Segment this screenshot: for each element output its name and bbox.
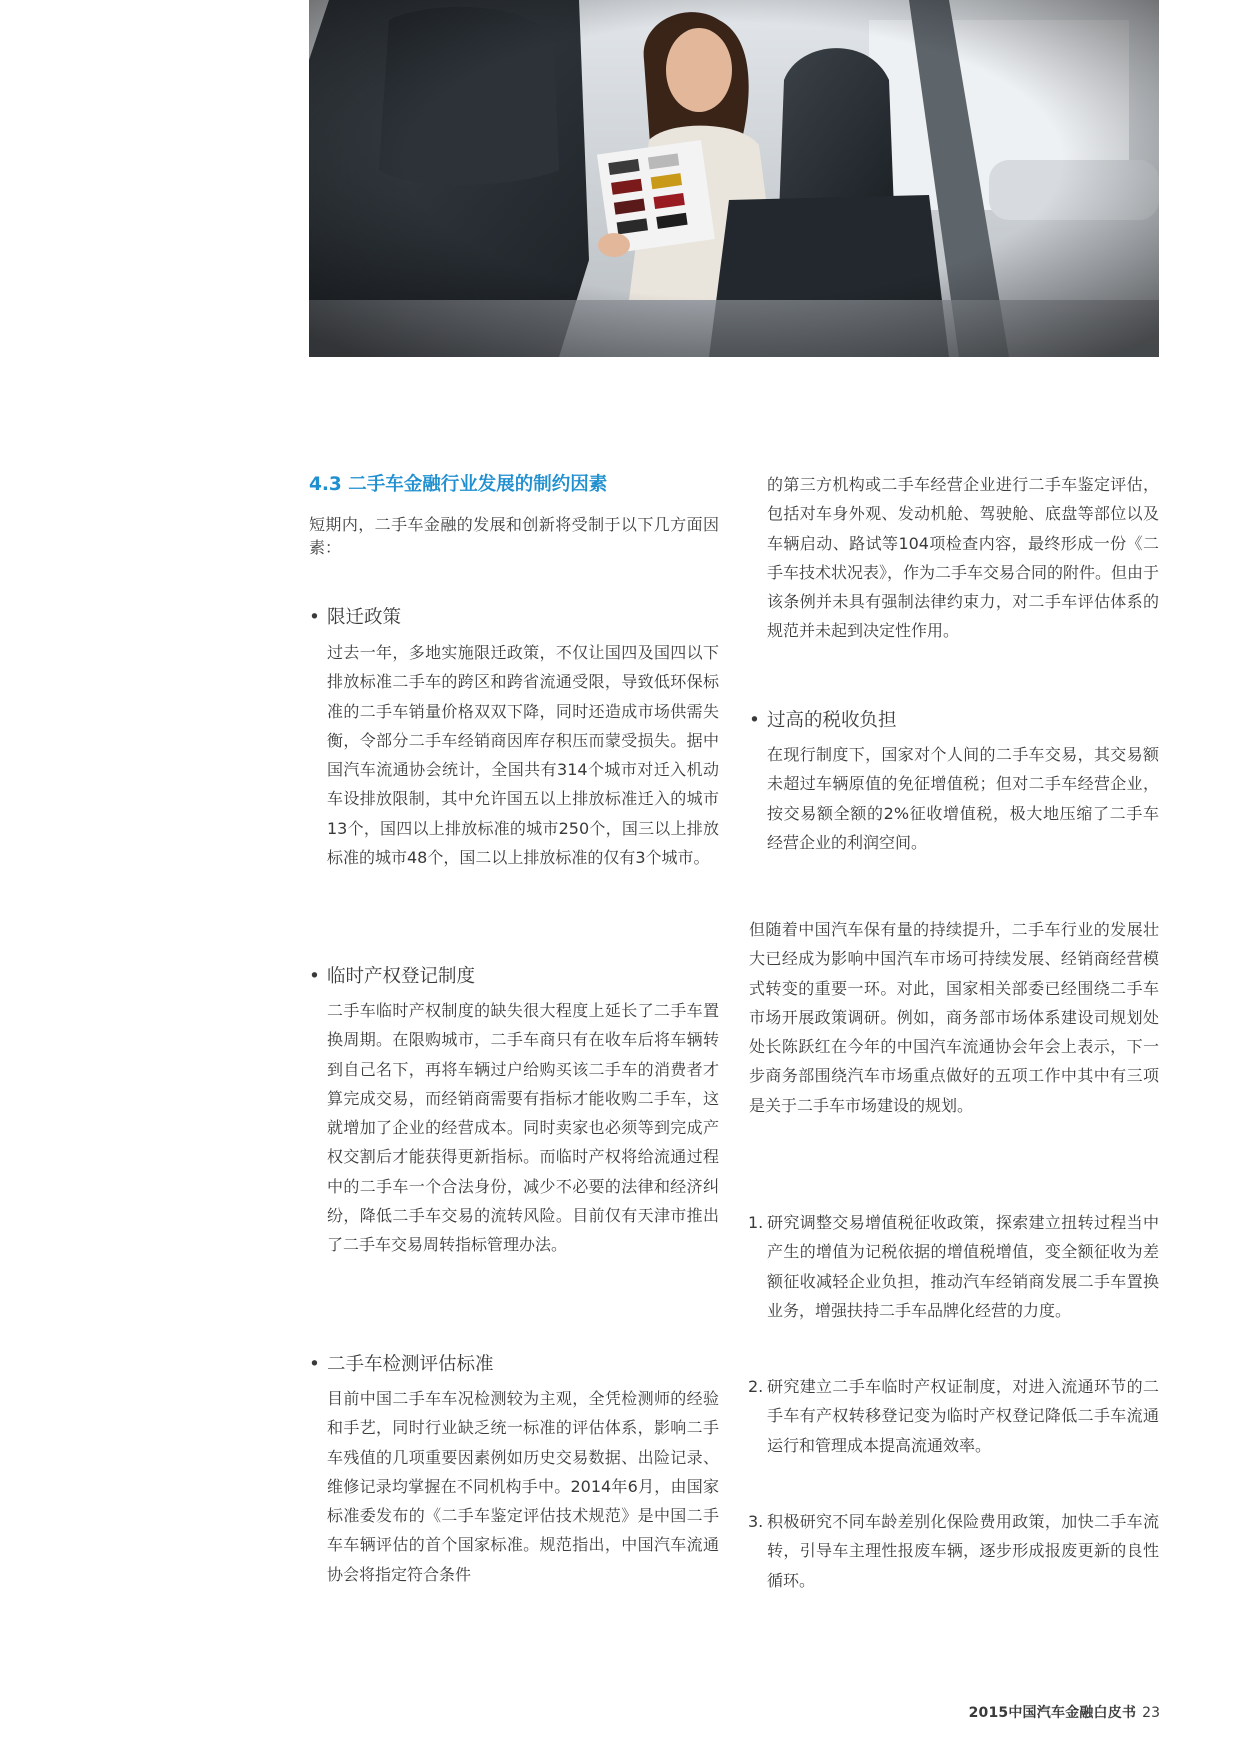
car-interior-illustration (309, 0, 1159, 357)
item-text: 研究建立二手车临时产权证制度，对进入流通环节的二手车有产权转移登记变为临时产权登记降低二手车流通运行和管理成本提高流通效率。 (767, 1377, 1159, 1455)
page-footer (969, 1702, 1160, 1722)
hero-photo (309, 0, 1159, 357)
bullet-dot: • (749, 710, 760, 731)
bullet-body-tax-burden: 在现行制度下，国家对个人间的二手车交易，其交易额未超过车辆原值的免征增值税；但对二手车经营企业，按交易额全额的2%征收增值税，极大地压缩了二手车经营企业的利润空间。 (767, 745, 1159, 852)
bullet-dot: • (309, 607, 320, 628)
evaluation-continuation: 的第三方机构或二手车经营企业进行二手车鉴定评估，包括对车身外观、发动机舱、驾驶舱、底盘等部位以及车辆启动、路试等104项检查内容，最终形成一份《二手车技术状况表》，作为二手车交易合同的附件。但由于该条例并未具有强制法律约束力，对二手车评估体系的规范并未起到决定性作用。 (767, 475, 1160, 641)
bullet-title-evaluation-standard: • 二手车检测评估标准 (309, 1354, 494, 1375)
intro-paragraph: 短期内，二手车金融的发展和创新将受制于以下几方面因素： (309, 515, 719, 557)
bullet-dot: • (309, 966, 320, 987)
item-number: 2. (748, 1377, 764, 1396)
bullet-title-temporary-title: • 临时产权登记制度 (309, 966, 476, 987)
page-number: 23 (1142, 1705, 1160, 1721)
bullet-body-temporary-title: 二手车临时产权制度的缺失很大程度上延长了二手车置换周期。在限购城市，二手车商只有在收车后将车辆转到自己名下，再将车辆过户给购买该二手车的消费者才算完成交易，而经销商需要有指标才能收购二手车，这就增加了企业的经营成本。同时卖家也必须等到完成产权交割后才能获得更新指标。而临时产权将给流通过程中的二手车一个合法身份，减少不必要的法律和经济纠纷，降低二手车交易的流转风险。目前仅有天津市推出了二手车交易周转指标管理办法。 (327, 1001, 719, 1255)
item-text: 研究调整交易增值税征收政策，探索建立扭转过程当中产生的增值为记税依据的增值税增值，变全额征收为差额征收减轻企业负担，推动汽车经销商发展二手车置换业务，增强扶持二手车品牌化经营的力度。 (767, 1213, 1159, 1320)
bullet-body-migration-policy: 过去一年，多地实施限迁政策，不仅让国四及国四以下排放标准二手车的跨区和跨省流通受限，导致低环保标准的二手车销量价格双双下降，同时还造成市场供需失衡，令部分二手车经销商因库存积压而蒙受损失。据中国汽车流通协会统计，全国共有314个城市对迁入机动车设排放限制，其中允许国五以上排放标准迁入的城市13个，国四以上排放标准的城市250个，国三以上排放标准的城市48个，国二以上排放标准的仅有3个城市。 (327, 643, 719, 868)
numbered-item-2 (748, 1372, 1159, 1460)
numbered-item-1 (748, 1208, 1159, 1325)
bullet-title-migration-policy: • 限迁政策 (309, 607, 402, 628)
numbered-item-3 (748, 1507, 1159, 1595)
item-number: 1. (748, 1213, 764, 1232)
section-heading: 4.3 二手车金融行业发展的制约因素 (309, 474, 608, 495)
summary-paragraph: 但随着中国汽车保有量的持续提升，二手车行业的发展壮大已经成为影响中国汽车市场可持续发展、经销商经营模式转变的重要一环。对此，国家相关部委已经围绕二手车市场开展政策调研。例如，商务部市场体系建设司规划处处长陈跃红在今年的中国汽车流通协会年会上表示，下一步商务部围绕汽车市场重点做好的五项工作中其中有三项是关于二手车市场建设的规划。 (749, 920, 1159, 1115)
footer-title: 2015中国汽车金融白皮书 (968, 1705, 1137, 1721)
bullet-dot: • (309, 1354, 320, 1375)
item-text: 积极研究不同车龄差别化保险费用政策，加快二手车流转，引导车主理性报废车辆，逐步形成报废更新的良性循环。 (767, 1512, 1159, 1590)
bullet-body-evaluation-standard: 目前中国二手车车况检测较为主观，全凭检测师的经验和手艺，同时行业缺乏统一标准的评估体系，影响二手车残值的几项重要因素例如历史交易数据、出险记录、维修记录均掌握在不同机构手中。2014年6月，由国家标准委发布的《二手车鉴定评估技术规范》是中国二手车车辆评估的首个国家标准。规范指出，中国汽车流通协会将指定符合条件 (327, 1389, 719, 1584)
bullet-title-tax-burden: • 过高的税收负担 (749, 710, 897, 731)
item-number: 3. (748, 1512, 764, 1531)
